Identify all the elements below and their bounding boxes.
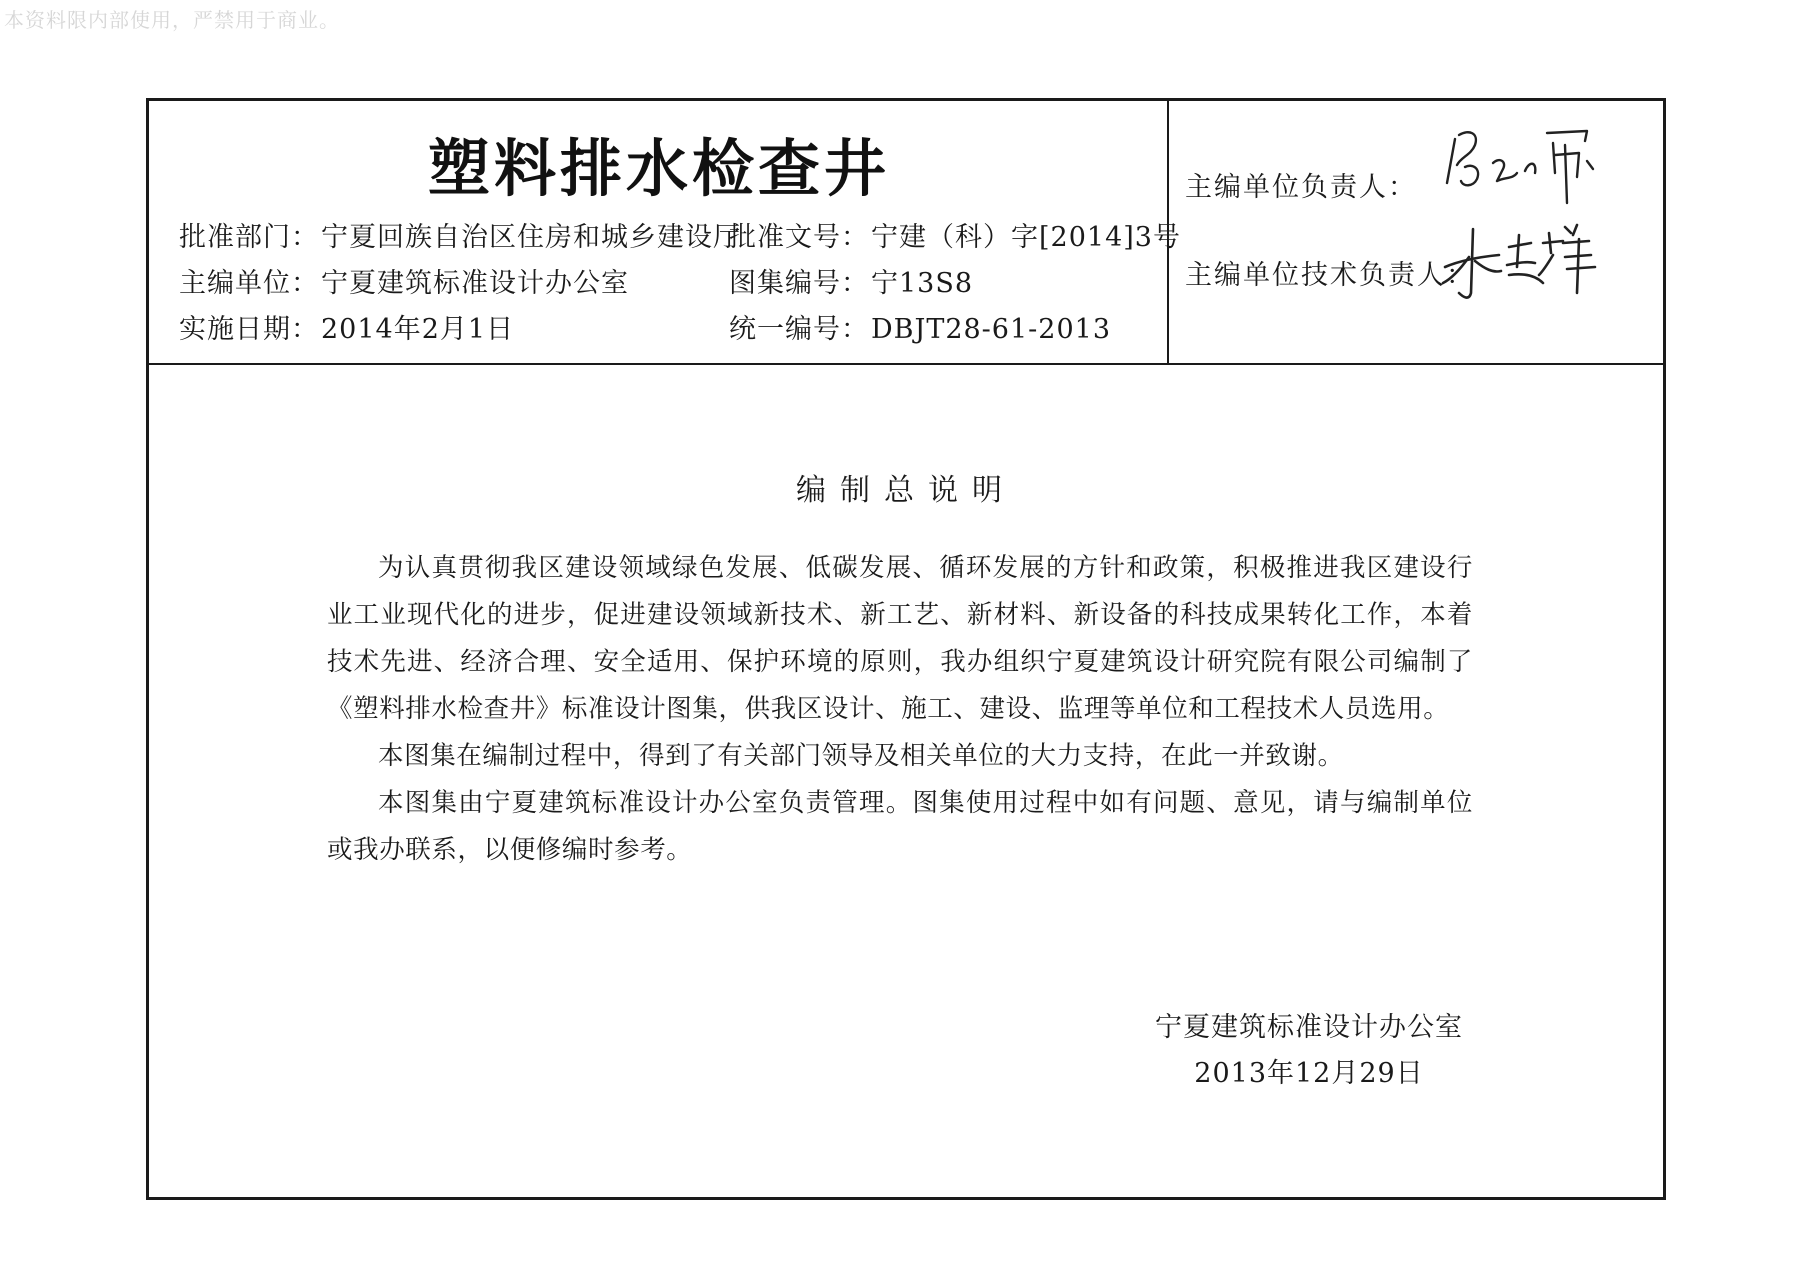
unified-no-row bbox=[729, 307, 1111, 346]
document-frame bbox=[146, 98, 1666, 1200]
atlas-no-label: 图集编号： bbox=[729, 268, 869, 299]
approval-doc-label: 批准文号： bbox=[729, 222, 869, 253]
approval-dept-value: 宁夏回族自治区住房和城乡建设厅 bbox=[321, 222, 741, 253]
approval-doc-value: 宁建（科）字[2014]3号 bbox=[871, 222, 1181, 253]
approval-doc-row bbox=[729, 215, 1181, 254]
effective-date-value: 2014年2月1日 bbox=[321, 314, 515, 345]
explanation-paragraphs bbox=[327, 545, 1473, 874]
title-block-left bbox=[149, 101, 1181, 363]
editor-unit-label: 主编单位： bbox=[179, 268, 319, 299]
issue-date: 2013年12月29日 bbox=[1194, 1058, 1424, 1089]
editor-unit-row bbox=[179, 261, 629, 300]
unified-no-value: DBJT28-61-2013 bbox=[871, 314, 1111, 345]
paragraph-3: 本图集由宁夏建筑标准设计办公室负责管理。图集使用过程中如有问题、意见，请与编制单位或我办联系，以便修编时参考。 bbox=[327, 788, 1473, 865]
atlas-no-row bbox=[729, 261, 973, 300]
chief-responsible-signature bbox=[1437, 121, 1607, 211]
effective-date-label: 实施日期： bbox=[179, 314, 319, 345]
watermark-text: 本资料限内部使用，严禁用于商业。 bbox=[4, 8, 340, 32]
unified-no-label: 统一编号： bbox=[729, 314, 869, 345]
issuer-name: 宁夏建筑标准设计办公室 bbox=[1155, 1012, 1463, 1043]
title-block bbox=[149, 101, 1663, 365]
tech-responsible-signature bbox=[1439, 213, 1609, 303]
tech-responsible-label: 主编单位技术负责人： bbox=[1185, 260, 1475, 291]
paragraph-2: 本图集在编制过程中，得到了有关部门领导及相关单位的大力支持，在此一并致谢。 bbox=[378, 741, 1344, 771]
chief-responsible-label: 主编单位负责人： bbox=[1185, 172, 1417, 203]
editor-unit-value: 宁夏建筑标准设计办公室 bbox=[321, 268, 629, 299]
approval-dept-row bbox=[179, 215, 741, 254]
title-block-right bbox=[1169, 101, 1663, 363]
issuer-signoff bbox=[1155, 1005, 1463, 1097]
atlas-no-value: 宁13S8 bbox=[871, 268, 974, 299]
document-title: 塑料排水检查井 bbox=[427, 132, 890, 205]
section-title: 编制总说明 bbox=[796, 473, 1016, 508]
approval-dept-label: 批准部门： bbox=[179, 222, 319, 253]
effective-date-row bbox=[179, 307, 514, 346]
explanation-body bbox=[149, 365, 1663, 1197]
paragraph-1: 为认真贯彻我区建设领域绿色发展、低碳发展、循环发展的方针和政策，积极推进我区建设行业工业现代化的进步，促进建设领域新技术、新工艺、新材料、新设备的科技成果转化工作，本着技术先进、经济合理、安全适用、保护环境的原则，我办组织宁夏建筑设计研究院有限公司编制了《塑料排水检查井》标准设计图集，供我区设计、施工、建设、监理等单位和工程技术人员选用。 bbox=[327, 553, 1473, 724]
